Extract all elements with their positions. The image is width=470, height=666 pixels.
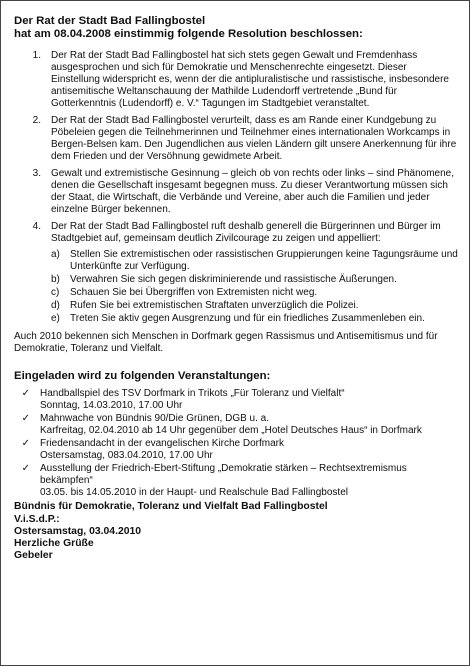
heading-line-1: Der Rat der Stadt Bad Fallingbostel — [14, 15, 206, 27]
item-intro: Der Rat der Stadt Bad Fallingbostel ruft deshalb generell die Bürgerinnen und Bürger im Stadtgebiet auf, gemeinsam deutlich Zivilcourage zu zeigen und appelliert: — [51, 221, 441, 244]
check-mark-icon: ✓ — [21, 438, 30, 449]
signatory-name: Gebeler — [14, 550, 53, 561]
events-list — [14, 388, 458, 499]
item-text: Der Rat der Stadt Bad Fallingbostel hat sich stets gegen Gewalt und Fremdenhass ausgesprochen und sich für Demokratie und Menschenrechte eingesetzt. Dieser Einstellung widerspricht es, wenn der die antipluralistische und rassistische, insbesondere antisemitische Weltanschauung der Mathilde Ludendorff vertretende „Bund für Gotterkenntnis (Ludendorff) e. V.“ Tagungen im Stadtgebiet veranstaltet. — [51, 50, 449, 109]
item-number: 1. — [32, 50, 41, 61]
event-item — [14, 463, 458, 499]
resolution-item — [14, 115, 458, 163]
document-heading — [14, 15, 458, 41]
resolution-list — [14, 50, 458, 326]
organization-name: Bündnis für Demokratie, Toleranz und Vielfalt Bad Fallingbostel — [14, 501, 328, 512]
event-title: Ausstellung der Friedrich-Ebert-Stiftung „Demokratie stärken – Rechtsextremismus bekämpfen“ — [40, 463, 407, 486]
appeal-letter: c) — [51, 287, 60, 298]
resolution-item — [14, 221, 458, 326]
event-details: Karfreitag, 02.04.2010 ab 14 Uhr gegenüber dem „Hotel Deutsches Haus“ in Dorfmark — [40, 425, 422, 436]
appeal-letter: d) — [51, 300, 60, 311]
visdp-label: V.i.S.d.P.: — [14, 514, 60, 525]
item-number: 3. — [32, 168, 41, 179]
item-number: 4. — [32, 221, 41, 232]
appeal-text: Stellen Sie extremistischen oder rassistischen Gruppierungen keine Tagungsräume und Unterkünfte zur Verfügung. — [70, 249, 458, 272]
document-body — [14, 15, 458, 562]
footer-date: Ostersamstag, 03.04.2010 — [14, 526, 142, 537]
event-item — [14, 388, 458, 412]
events-heading: Eingeladen wird zu folgenden Veranstaltungen: — [14, 370, 271, 382]
event-details: 03.05. bis 14.05.2010 in der Haupt- und Realschule Bad Fallingbostel — [40, 487, 348, 498]
appeal-text: Schauen Sie bei Übergriffen von Extremisten nicht weg. — [70, 287, 318, 298]
appeal-item — [51, 249, 458, 273]
item-text: Gewalt und extremistische Gesinnung – gleich ob von rechts oder links – sind Phänomene, denen die Gesellschaft insgesamt begegnen muss. Zu dieser Verantwortung müssen sich der Staat, die Wirtschaft, die Verbände und Vereine, aber auch die Familien und jeder einzelne Bürger bekennen. — [51, 168, 455, 215]
event-item — [14, 413, 458, 437]
appeal-text: Treten Sie aktiv gegen Ausgrenzung und für ein friedliches Zusammenleben ein. — [70, 313, 425, 324]
appeal-letter: a) — [51, 249, 60, 260]
closing-paragraph: Auch 2010 bekennen sich Menschen in Dorfmark gegen Rassismus und Antisemitismus und für Demokratie, Toleranz und Vielfalt. — [14, 331, 438, 354]
event-details: Sonntag, 14.03.2010, 17.00 Uhr — [40, 400, 183, 411]
event-title: Handballspiel des TSV Dorfmark in Trikots „Für Toleranz und Vielfalt“ — [40, 388, 345, 399]
appeal-letter: e) — [51, 313, 60, 324]
check-mark-icon: ✓ — [21, 463, 30, 474]
resolution-item — [14, 50, 458, 110]
heading-line-2: hat am 08.04.2008 einstimmig folgende Resolution beschlossen: — [14, 28, 363, 40]
event-title: Friedensandacht in der evangelischen Kirche Dorfmark — [40, 438, 285, 449]
appeal-item — [51, 300, 458, 312]
appeal-letter: b) — [51, 274, 60, 285]
item-number: 2. — [32, 115, 41, 126]
appeal-list — [51, 249, 458, 325]
appeal-text: Rufen Sie bei extremistischen Straftaten unverzüglich die Polizei. — [70, 300, 359, 311]
appeal-item — [51, 274, 458, 286]
resolution-item — [14, 168, 458, 216]
event-item — [14, 438, 458, 462]
item-text — [51, 221, 458, 326]
appeal-item — [51, 287, 458, 299]
event-title: Mahnwache von Bündnis 90/Die Grünen, DGB u. a. — [40, 413, 270, 424]
check-mark-icon: ✓ — [21, 388, 30, 399]
greeting: Herzliche Grüße — [14, 538, 94, 549]
check-mark-icon: ✓ — [21, 413, 30, 424]
appeal-item — [51, 313, 458, 325]
appeal-text: Verwahren Sie sich gegen diskriminierende und rassistische Äußerungen. — [70, 274, 397, 285]
item-text: Der Rat der Stadt Bad Fallingbostel verurteilt, dass es am Rande einer Kundgebung zu Pöbeleien gegen die Teilnehmerinnen und Teilnehmer eines internationalen Workcamps in Bergen-Belsen kam. Den Jugendlichen aus vielen Ländern gilt unsere Anerkennung für ihre dem Frieden und der Versöhnung gewidmete Arbeit. — [51, 115, 457, 162]
event-details: Ostersamstag, 083.04.2010, 17.00 Uhr — [40, 450, 213, 461]
document-footer — [14, 501, 458, 562]
